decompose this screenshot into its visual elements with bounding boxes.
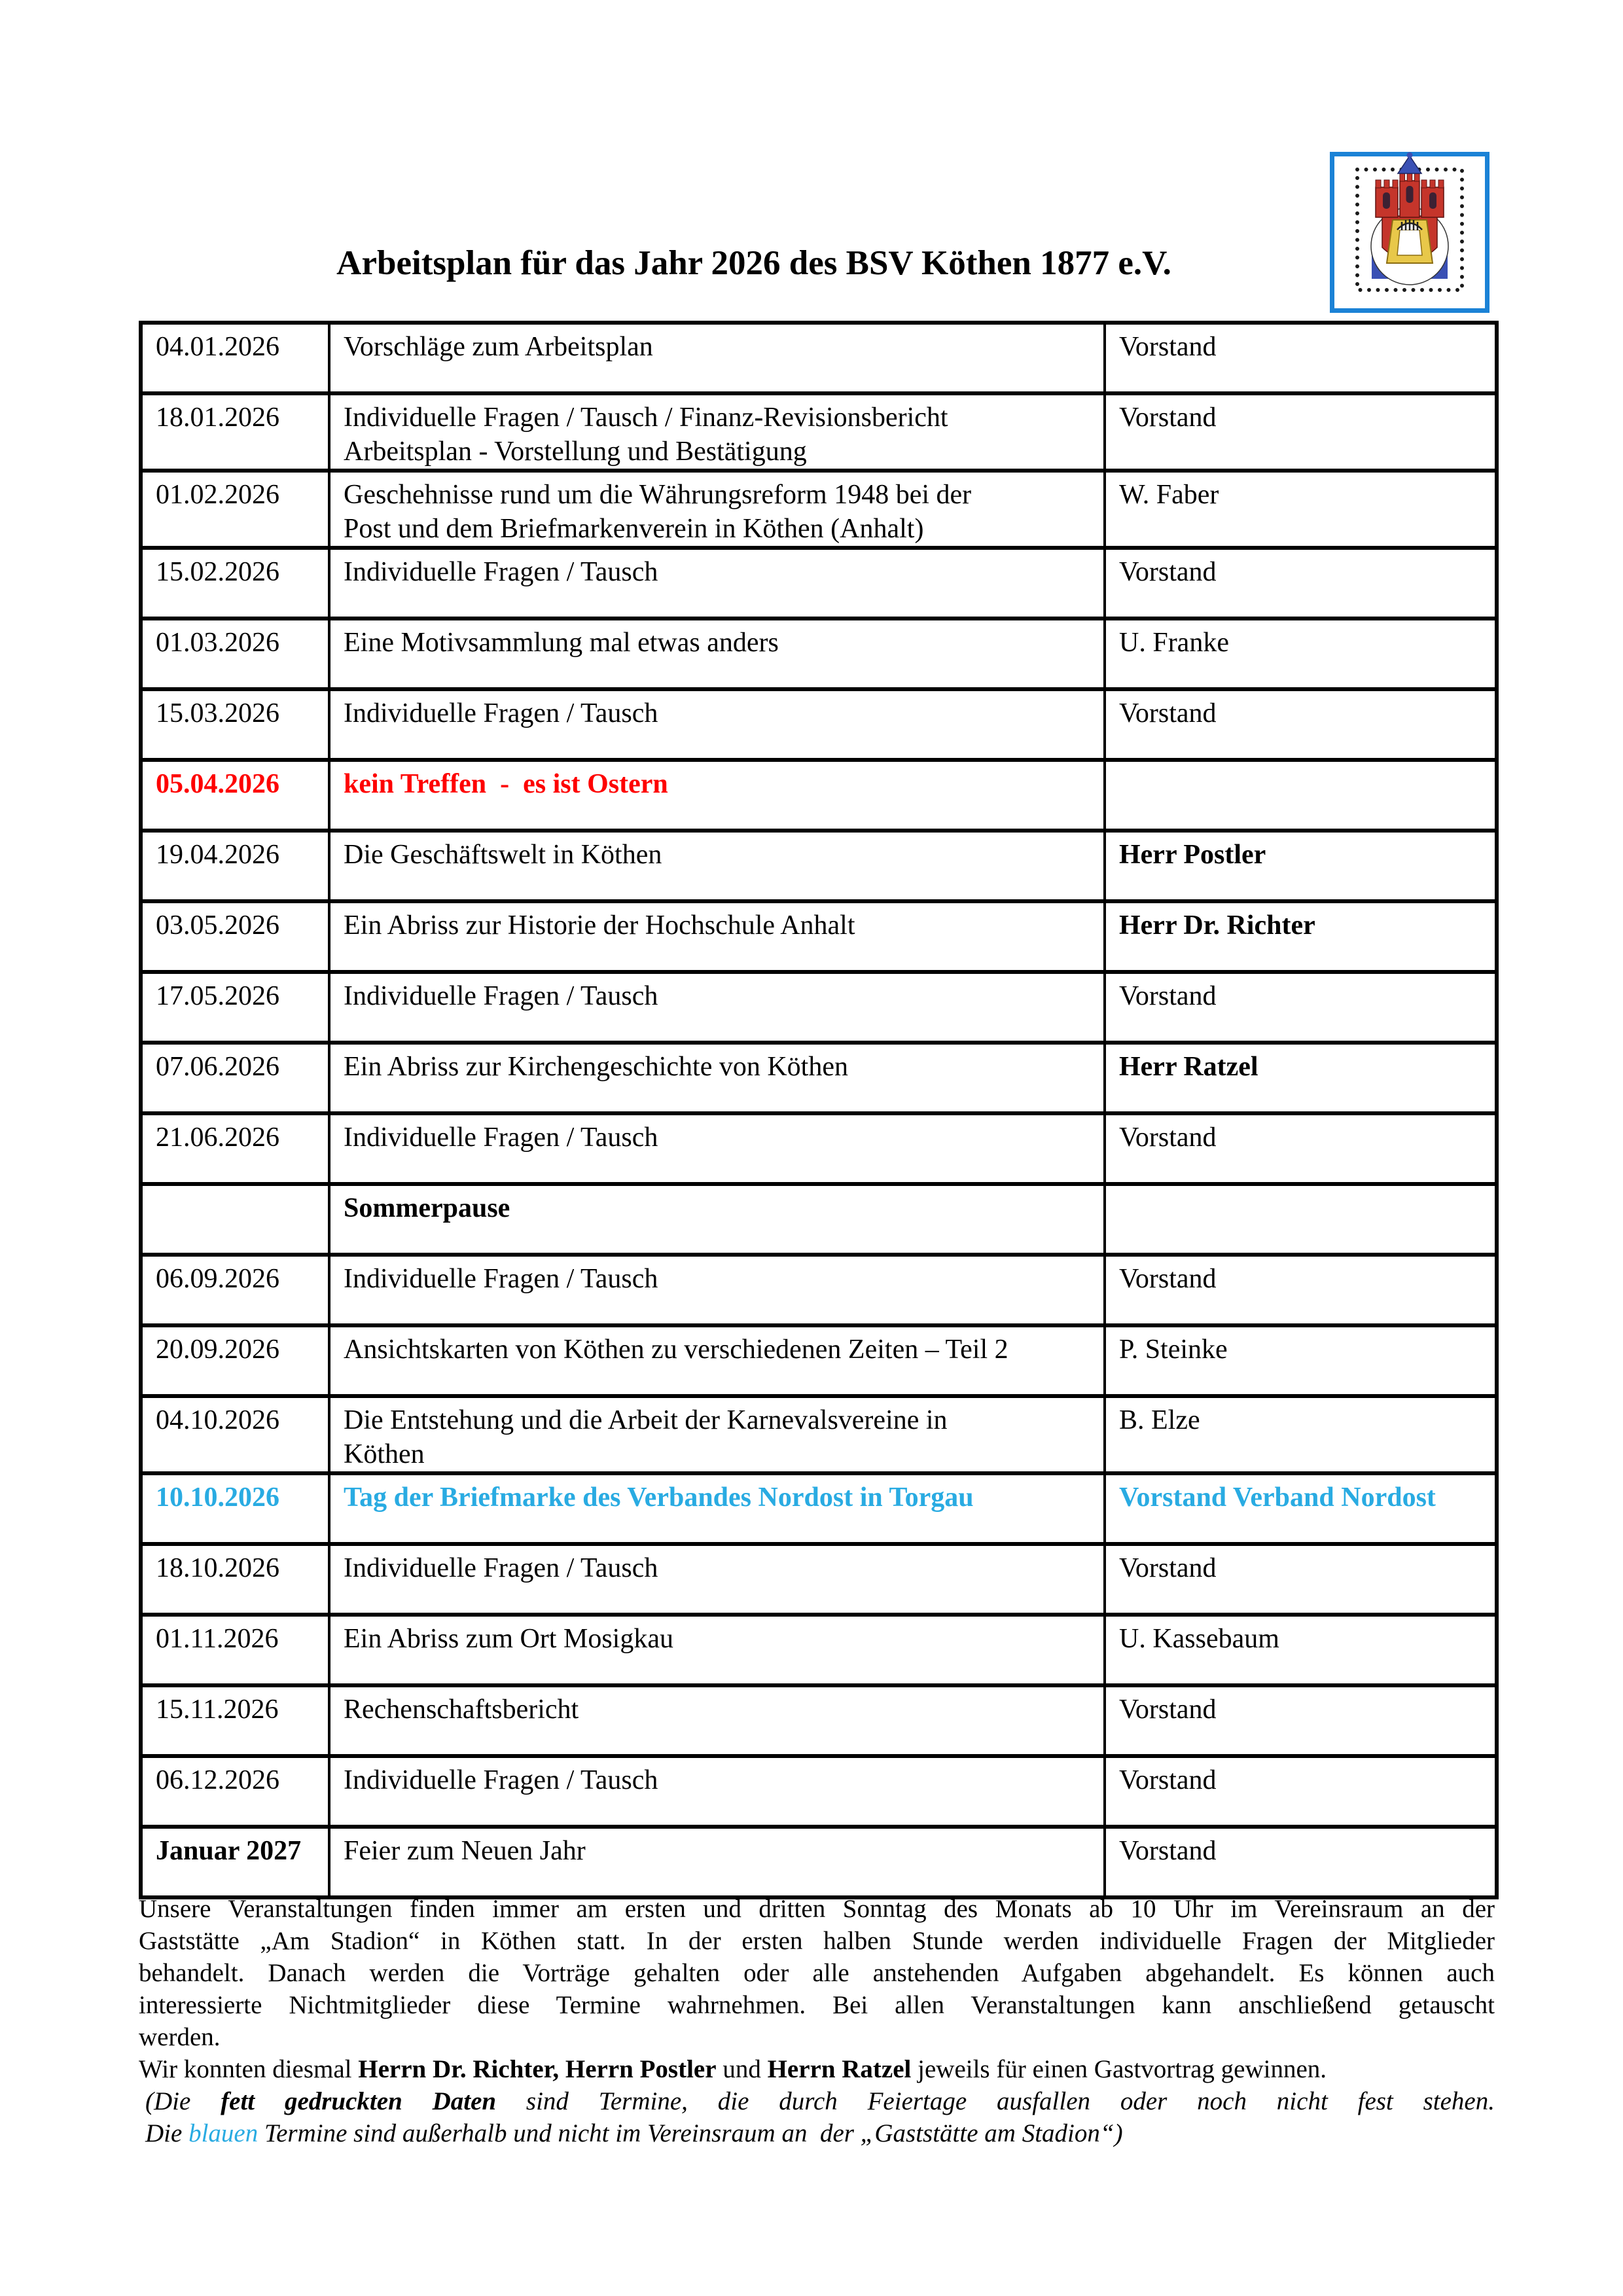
presenter-cell: Vorstand (1105, 1544, 1497, 1615)
schedule-table-body (141, 323, 1497, 1897)
topic-cell (329, 1473, 1105, 1544)
topic-line: Die Geschäftswelt in Köthen (344, 840, 662, 870)
table-row (141, 1325, 1497, 1396)
presenter-cell (1105, 760, 1497, 831)
presenter-cell: Vorstand (1105, 1685, 1497, 1756)
table-row (141, 1685, 1497, 1756)
table-row (141, 1473, 1497, 1544)
footer-notes (139, 1893, 1495, 2149)
topic-cell (329, 393, 1105, 471)
text-segment: (Die (145, 2087, 221, 2115)
date-cell: 04.10.2026 (141, 1396, 329, 1473)
date-cell: 01.02.2026 (141, 471, 329, 548)
footer-text-line: Unsere Veranstaltungen finden immer am ersten und dritten Sonntag des Monats ab 10 Uhr im Vereinsraum an der (139, 1895, 1495, 1923)
date-cell: 01.03.2026 (141, 619, 329, 689)
footer-text-line: werden. (139, 2023, 221, 2051)
presenter-cell: Vorstand (1105, 323, 1497, 393)
date-cell: 21.06.2026 (141, 1113, 329, 1184)
topic-line: Individuelle Fragen / Tausch (344, 698, 658, 728)
presenter-cell: Herr Ratzel (1105, 1043, 1497, 1113)
date-cell (141, 1184, 329, 1255)
table-row (141, 760, 1497, 831)
topic-line: Individuelle Fragen / Tausch (344, 1122, 658, 1153)
topic-line: Individuelle Fragen / Tausch / Finanz-Revisionsbericht (344, 403, 948, 433)
date-cell: 06.12.2026 (141, 1756, 329, 1827)
page-title: Arbeitsplan für das Jahr 2026 des BSV Köthen 1877 e.V. (336, 244, 1171, 282)
footer-text-line: behandelt. Danach werden die Vorträge gehalten oder alle anstehenden Aufgaben abgehandelt. Es können auch (139, 1959, 1495, 1987)
topic-line: Die Entstehung und die Arbeit der Karnevalsvereine in (344, 1405, 948, 1435)
footer-paragraph-guest-speakers (139, 2053, 1495, 2085)
date-cell: 15.11.2026 (141, 1685, 329, 1756)
date-cell: 17.05.2026 (141, 972, 329, 1043)
date-cell: 18.01.2026 (141, 393, 329, 471)
topic-cell (329, 1255, 1105, 1325)
table-row (141, 1184, 1497, 1255)
presenter-cell: Herr Postler (1105, 831, 1497, 901)
date-cell: 07.06.2026 (141, 1043, 329, 1113)
schedule-table (139, 321, 1499, 1899)
text-segment: blauen (188, 2119, 259, 2147)
presenter-cell (1105, 1184, 1497, 1255)
topic-line: Ein Abriss zur Kirchengeschichte von Köthen (344, 1052, 848, 1082)
stamp-logo-graphic (1330, 152, 1489, 313)
text-segment: fett gedruckten Daten (221, 2087, 497, 2115)
text-segment: jeweils für einen Gastvortrag gewinnen. (911, 2055, 1327, 2083)
topic-line: Rechenschaftsbericht (344, 1695, 579, 1725)
topic-line: Vorschläge zum Arbeitsplan (344, 332, 653, 362)
presenter-cell: B. Elze (1105, 1396, 1497, 1473)
table-row (141, 831, 1497, 901)
table-row (141, 1396, 1497, 1473)
text-segment: Die (145, 2119, 189, 2147)
topic-cell (329, 1615, 1105, 1685)
table-row (141, 548, 1497, 619)
table-row (141, 901, 1497, 972)
topic-line: Eine Motivsammlung mal etwas anders (344, 628, 779, 658)
topic-cell (329, 760, 1105, 831)
presenter-cell: P. Steinke (1105, 1325, 1497, 1396)
topic-cell (329, 1113, 1105, 1184)
topic-cell (329, 1685, 1105, 1756)
text-segment: sind Termine, die durch Feiertage ausfallen oder noch nicht fest stehen. (496, 2087, 1495, 2115)
topic-cell (329, 1827, 1105, 1897)
topic-line: Sommerpause (344, 1193, 510, 1223)
topic-cell (329, 1325, 1105, 1396)
presenter-cell: Vorstand (1105, 393, 1497, 471)
koethen-castle-stamp-logo (1330, 152, 1489, 313)
table-row (141, 1615, 1497, 1685)
text-segment: Termine sind außerhalb und nicht im Vereinsraum an der „Gaststätte am Stadion“) (258, 2119, 1123, 2147)
date-cell: 15.02.2026 (141, 548, 329, 619)
table-row (141, 323, 1497, 393)
date-cell: 04.01.2026 (141, 323, 329, 393)
topic-cell (329, 689, 1105, 760)
presenter-cell: Vorstand Verband Nordost (1105, 1473, 1497, 1544)
presenter-cell: U. Franke (1105, 619, 1497, 689)
topic-line: Individuelle Fragen / Tausch (344, 557, 658, 587)
topic-cell (329, 1043, 1105, 1113)
topic-line: Individuelle Fragen / Tausch (344, 1765, 658, 1795)
table-row (141, 1255, 1497, 1325)
footer-text-line: interessierte Nichtmitglieder diese Termine wahrnehmen. Bei allen Veranstaltungen kann anschließend getauscht (139, 1991, 1495, 2019)
topic-cell (329, 1544, 1105, 1615)
topic-line: Individuelle Fragen / Tausch (344, 1264, 658, 1294)
topic-cell (329, 323, 1105, 393)
footer-note-blue-dates (139, 2117, 1495, 2149)
presenter-cell: Vorstand (1105, 1827, 1497, 1897)
topic-line: Köthen (344, 1439, 425, 1469)
footer-text-line: Gaststätte „Am Stadion“ in Köthen statt. In der ersten halben Stunde werden individuelle Fragen der Mitglieder (139, 1927, 1495, 1955)
footer-note-bold-dates (139, 2085, 1495, 2117)
date-cell: 01.11.2026 (141, 1615, 329, 1685)
topic-cell (329, 1396, 1105, 1473)
topic-line: Ein Abriss zum Ort Mosigkau (344, 1624, 673, 1654)
topic-line: Arbeitsplan - Vorstellung und Bestätigung (344, 437, 807, 467)
presenter-cell: Vorstand (1105, 548, 1497, 619)
presenter-cell: W. Faber (1105, 471, 1497, 548)
table-row (141, 1043, 1497, 1113)
text-segment: Herrn Dr. Richter, Herrn Postler (358, 2055, 717, 2083)
presenter-cell: Vorstand (1105, 972, 1497, 1043)
text-segment: Wir konnten diesmal (139, 2055, 359, 2083)
topic-line: Post und dem Briefmarkenverein in Köthen (Anhalt) (344, 514, 924, 544)
text-segment: Herrn Ratzel (767, 2055, 912, 2083)
date-cell: 15.03.2026 (141, 689, 329, 760)
date-cell: 05.04.2026 (141, 760, 329, 831)
topic-cell (329, 972, 1105, 1043)
topic-line: Ansichtskarten von Köthen zu verschiedenen Zeiten – Teil 2 (344, 1335, 1008, 1365)
date-cell: 10.10.2026 (141, 1473, 329, 1544)
topic-line: Geschehnisse rund um die Währungsreform 1948 bei der (344, 480, 972, 510)
presenter-cell: Vorstand (1105, 1113, 1497, 1184)
table-row (141, 1827, 1497, 1897)
presenter-cell: Vorstand (1105, 1255, 1497, 1325)
topic-cell (329, 1756, 1105, 1827)
topic-cell (329, 831, 1105, 901)
date-cell: 18.10.2026 (141, 1544, 329, 1615)
presenter-cell: Vorstand (1105, 689, 1497, 760)
topic-cell (329, 471, 1105, 548)
topic-cell (329, 548, 1105, 619)
table-row (141, 1544, 1497, 1615)
topic-cell (329, 1184, 1105, 1255)
table-row (141, 972, 1497, 1043)
date-cell: 03.05.2026 (141, 901, 329, 972)
topic-cell (329, 619, 1105, 689)
topic-line: kein Treffen - es ist Ostern (344, 769, 668, 799)
topic-line: Tag der Briefmarke des Verbandes Nordost in Torgau (344, 1482, 974, 1513)
footer-paragraph-venue (139, 1893, 1495, 2053)
topic-cell (329, 901, 1105, 972)
table-row (141, 619, 1497, 689)
date-cell: 20.09.2026 (141, 1325, 329, 1396)
table-row (141, 393, 1497, 471)
presenter-cell: Herr Dr. Richter (1105, 901, 1497, 972)
topic-line: Feier zum Neuen Jahr (344, 1836, 586, 1866)
date-cell: 06.09.2026 (141, 1255, 329, 1325)
presenter-cell: U. Kassebaum (1105, 1615, 1497, 1685)
topic-line: Individuelle Fragen / Tausch (344, 981, 658, 1011)
table-row (141, 471, 1497, 548)
date-cell: 19.04.2026 (141, 831, 329, 901)
topic-line: Ein Abriss zur Historie der Hochschule Anhalt (344, 910, 855, 941)
table-row (141, 1113, 1497, 1184)
table-row (141, 689, 1497, 760)
presenter-cell: Vorstand (1105, 1756, 1497, 1827)
date-cell: Januar 2027 (141, 1827, 329, 1897)
table-row (141, 1756, 1497, 1827)
text-segment: und (716, 2055, 768, 2083)
topic-line: Individuelle Fragen / Tausch (344, 1553, 658, 1583)
